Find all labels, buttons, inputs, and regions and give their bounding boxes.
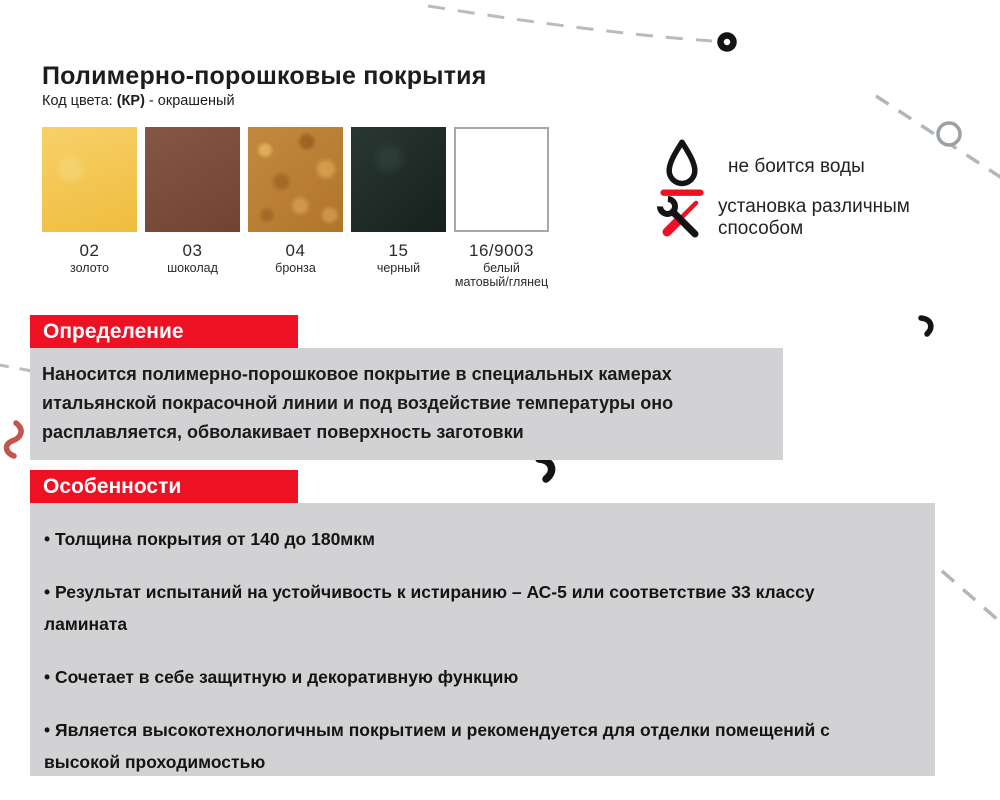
definition-heading: Определение <box>30 315 298 348</box>
swatch-name: белый <box>483 261 520 275</box>
swatch-name: бронза <box>275 261 316 275</box>
swatch-chocolate-box <box>145 127 240 232</box>
feature-install <box>654 194 958 242</box>
ring-marker <box>938 123 960 145</box>
color-code-value: (КР) <box>116 93 145 109</box>
features-list <box>44 523 901 778</box>
swatch-black-box <box>351 127 446 232</box>
swatch-gold <box>42 127 137 290</box>
swatch-name: черный <box>376 261 421 275</box>
definition-text: Наносится полимерно-порошковое покрытие в специальных камерах итальянской покрасочной линии и под воздействие температуры оно расплавляется, обволакивает поверхность заготовки <box>30 348 783 460</box>
dashed-line-right <box>876 96 1000 182</box>
swatch-white-box <box>454 127 549 232</box>
swatch-name: золото <box>70 261 109 275</box>
swatch-bronze-box <box>248 127 343 232</box>
swatch-code: 02 <box>79 241 100 260</box>
feature-water <box>660 136 865 198</box>
swatch-black <box>351 127 446 290</box>
swatch-chocolate <box>145 127 240 290</box>
feature-item: • Сочетает в себе защитную и декоративную функцию <box>44 661 901 693</box>
black-crescent-mid <box>539 459 552 479</box>
color-code-prefix: Код цвета: <box>42 93 117 109</box>
swatch-code: 03 <box>182 241 203 260</box>
color-code-suffix: - окрашеный <box>144 93 235 109</box>
donut-dot <box>721 36 734 49</box>
dashed-line-bottom-right <box>942 571 1000 634</box>
water-drop-icon <box>660 136 704 198</box>
swatch-code: 16/9003 <box>469 241 534 260</box>
feature-item: • Является высокотехнологичным покрытием и рекомендуется для отделки помещений с высокой проходимостью <box>44 714 901 778</box>
feature-item: • Толщина покрытия от 140 до 180мкм <box>44 523 901 555</box>
red-squiggle <box>6 423 21 456</box>
dashed-segment-left <box>0 364 32 371</box>
swatch-code: 15 <box>388 241 409 260</box>
page-title: Полимерно-порошковые покрытия <box>42 62 487 90</box>
swatch-name: шоколад <box>167 261 218 275</box>
feature-install-label: установка различным способом <box>718 196 910 239</box>
swatch-code: 04 <box>285 241 306 260</box>
tools-icon <box>654 194 704 242</box>
swatch-white <box>454 127 549 290</box>
swatch-name-line2: матовый/глянец <box>454 275 549 290</box>
swatch-bronze <box>248 127 343 290</box>
swatch-gold-box <box>42 127 137 232</box>
dashed-curve-top <box>428 6 712 41</box>
feature-water-label: не боится воды <box>728 156 865 177</box>
black-crescent-right <box>921 318 931 334</box>
feature-item: • Результат испытаний на устойчивость к истиранию – АС-5 или соответствие 33 классу ламината <box>44 576 901 640</box>
color-swatch-row <box>42 127 549 290</box>
color-code-line <box>42 93 235 109</box>
features-panel <box>30 503 935 776</box>
features-heading: Особенности <box>30 470 298 503</box>
